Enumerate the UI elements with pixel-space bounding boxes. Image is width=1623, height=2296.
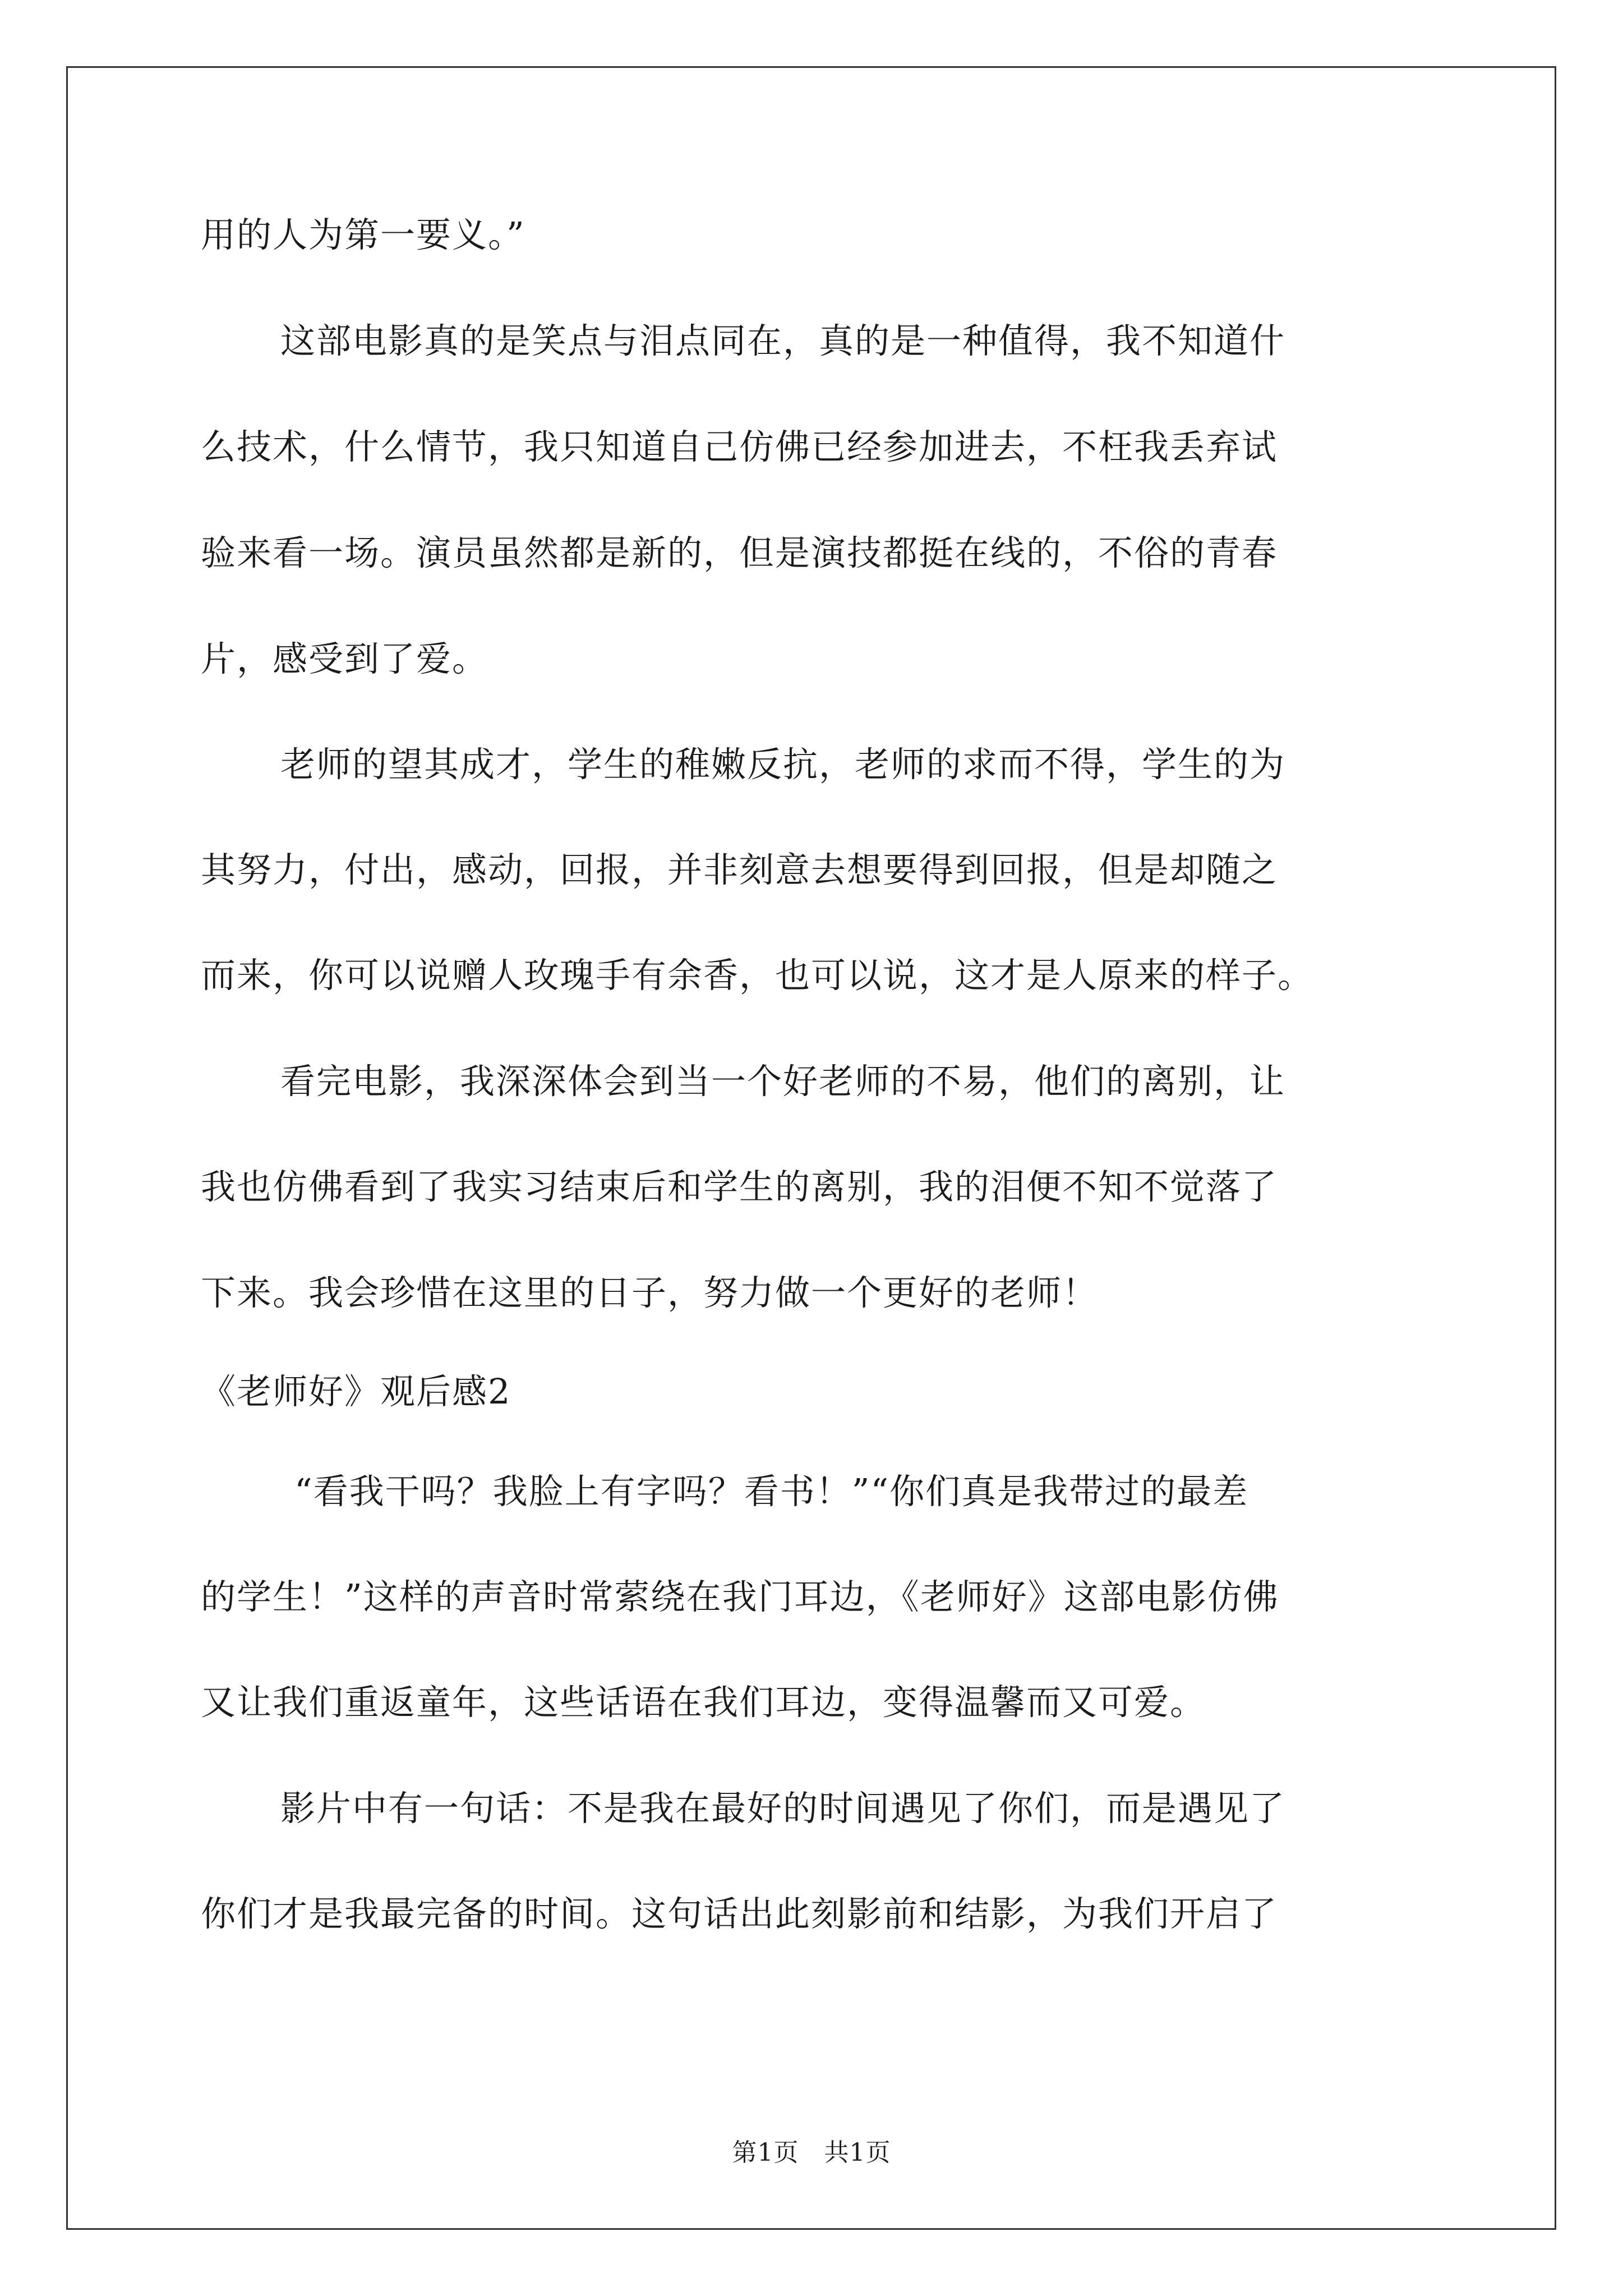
text-line: 用的人为第一要义。”: [201, 214, 525, 255]
text-line: 看完电影，我深深体会到当一个好老师的不易，他们的离别，让: [280, 1061, 1286, 1102]
section-heading: 《老师好》观后感2: [201, 1371, 511, 1412]
text-line: 你们才是我最完备的时间。这句话出此刻影前和结影，为我们开启了: [201, 1893, 1278, 1934]
text-line: 片，感受到了爱。: [201, 638, 488, 679]
text-line: 而来，你可以说赠人玫瑰手有余香，也可以说，这才是人原来的样子。: [201, 955, 1314, 996]
text-line: 老师的望其成才，学生的稚嫩反抗，老师的求而不得，学生的为: [280, 744, 1286, 785]
page-footer: 第1页 共1页: [732, 2138, 891, 2167]
text-line: 下来。我会珍惜在这里的日子，努力做一个更好的老师！: [201, 1272, 1099, 1313]
text-line: 么技术，什么情节，我只知道自己仿佛已经参加进去，不枉我丢弃试: [201, 426, 1278, 467]
text-line: 这部电影真的是笑点与泪点同在，真的是一种值得，我不知道什: [280, 320, 1286, 361]
text-line: 其努力，付出，感动，回报，并非刻意去想要得到回报，但是却随之: [201, 849, 1278, 890]
text-line: 我也仿佛看到了我实习结束后和学生的离别，我的泪便不知不觉落了: [201, 1166, 1278, 1207]
text-line: “看我干吗？我脸上有字吗？看书！”“你们真是我带过的最差: [294, 1471, 1249, 1512]
text-line: 影片中有一句话：不是我在最好的时间遇见了你们，而是遇见了: [280, 1788, 1286, 1829]
text-line: 又让我们重返童年，这些话语在我们耳边，变得温馨而又可爱。: [201, 1682, 1206, 1723]
text-line: 验来看一场。演员虽然都是新的，但是演技都挺在线的，不俗的青春: [201, 532, 1278, 573]
text-line: 的学生！”这样的声音时常萦绕在我门耳边，《老师好》这部电影仿佛: [201, 1576, 1279, 1617]
